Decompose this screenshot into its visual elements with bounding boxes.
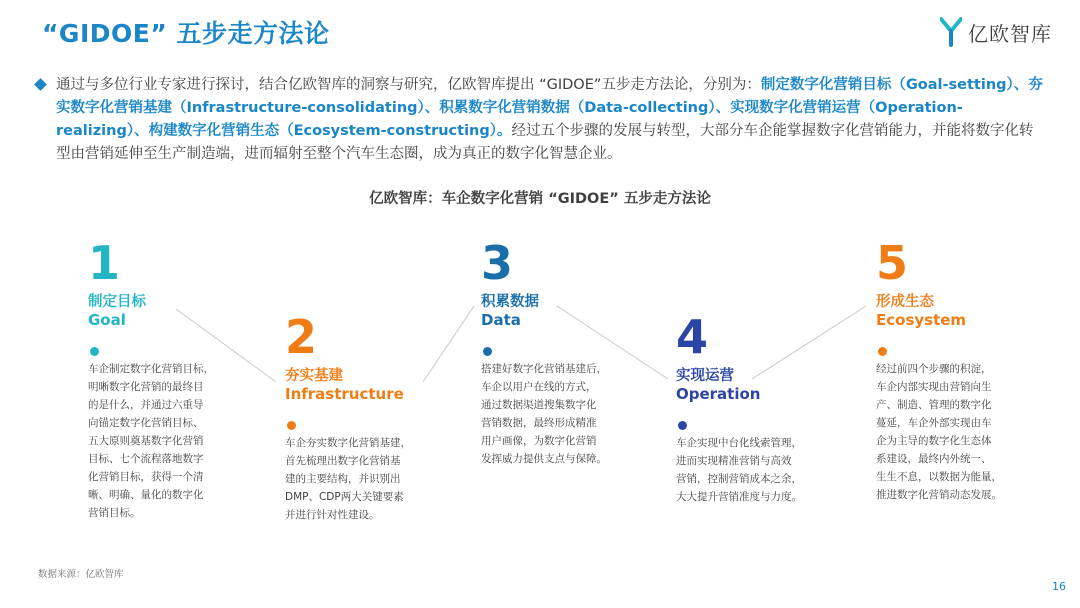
step-dot-icon <box>90 347 99 356</box>
step-title-cn: 制定目标 <box>88 294 146 310</box>
step-goal <box>88 236 214 522</box>
step-number: 5 <box>876 236 909 290</box>
page-title: “GIDOE” 五步走方法论 <box>42 19 330 48</box>
step-data <box>481 236 607 468</box>
step-description: 车企夯实数字化营销基建， 首先梳理出数字化营销基 建的主要结构，并识别出 DMP、CDP两大关键要素 并进行针对性建设。 <box>285 437 411 521</box>
connector-line-2-3 <box>423 306 474 382</box>
step-title-cn: 实现运营 <box>676 368 734 384</box>
logo-text: 亿欧智库 <box>968 21 1052 46</box>
diagram-subtitle: 亿欧智库：车企数字化营销 “GIDOE” 五步走方法论 <box>369 191 711 207</box>
step-title-cn: 夯实基建 <box>285 368 343 384</box>
data-source: 数据来源：亿欧智库 <box>38 569 124 580</box>
step-number: 4 <box>676 310 709 364</box>
intro-lead: 通过与多位行业专家进行探讨，结合亿欧智库的洞察与研究，亿欧智库提出 “GIDOE”五步走方法论，分别为： <box>56 77 761 93</box>
page-number: 16 <box>1052 580 1066 593</box>
step-infrastructure <box>285 310 411 524</box>
step-description: 搭建好数字化营销基建后， 车企以用户在线的方式， 通过数据渠道搜集数字化 营销数据，最终形成精准 用户画像，为数字化营销 发挥威力提供支点与保障。 <box>481 363 607 465</box>
step-title-cn: 形成生态 <box>876 294 934 310</box>
step-dot-icon <box>878 347 887 356</box>
intro-highlight: 制定数字化营销目标（Goal-setting）、夯实数字化营销基建（Infrastructure-consolidating）、积累数字化营销数据（Data-collecting）、实现数字化营销运营（Operation-realizing）、构建数字化营销生态（Ecosystem-constructing）。 <box>56 77 1043 139</box>
step-description: 车企实现中台化线索管理， 进而实现精准营销与高效 营销，控制营销成本之余， 大大提升营销准度与力度。 <box>676 437 802 503</box>
step-ecosystem <box>876 236 1002 504</box>
step-dot-icon <box>483 347 492 356</box>
step-title-en: Data <box>481 311 521 329</box>
step-title-en: Infrastructure <box>285 385 404 403</box>
step-description: 经过前四个步骤的积淀， 车企内部实现由营销向生 产、制造、管理的数字化 蔓延，车企外部实现由车 企为主导的数字化生态体 系建设，最终内外统一、 生生不息，以数据为能量， 推进数字化营销动态发展。 <box>876 363 1002 501</box>
step-description: 车企制定数字化营销目标， 明晰数字化营销的最终目 的是什么，并通过六重导 向锚定数字化营销目标、 五大原则奠基数字化营销 目标、七个流程落地数字 化营销目标，获得一个清 晰、明确、量化的数字化 营销目标。 <box>88 363 214 519</box>
step-title-en: Goal <box>88 311 126 329</box>
step-title-en: Ecosystem <box>876 311 967 329</box>
step-number: 3 <box>481 236 514 290</box>
step-number: 1 <box>88 236 121 290</box>
step-operation <box>676 310 802 506</box>
step-number: 2 <box>285 310 318 364</box>
step-dot-icon <box>287 421 296 430</box>
intro-tail: 经过五个步骤的发展与转型，大部分车企能掌握数字化营销能力，并能将数字化转型由营销延伸至生产制造端，进而辐射至整个汽车生态圈，成为真正的数字化智慧企业。 <box>56 123 1034 162</box>
step-title-en: Operation <box>676 385 761 403</box>
step-dot-icon <box>678 421 687 430</box>
step-title-cn: 积累数据 <box>481 294 539 310</box>
